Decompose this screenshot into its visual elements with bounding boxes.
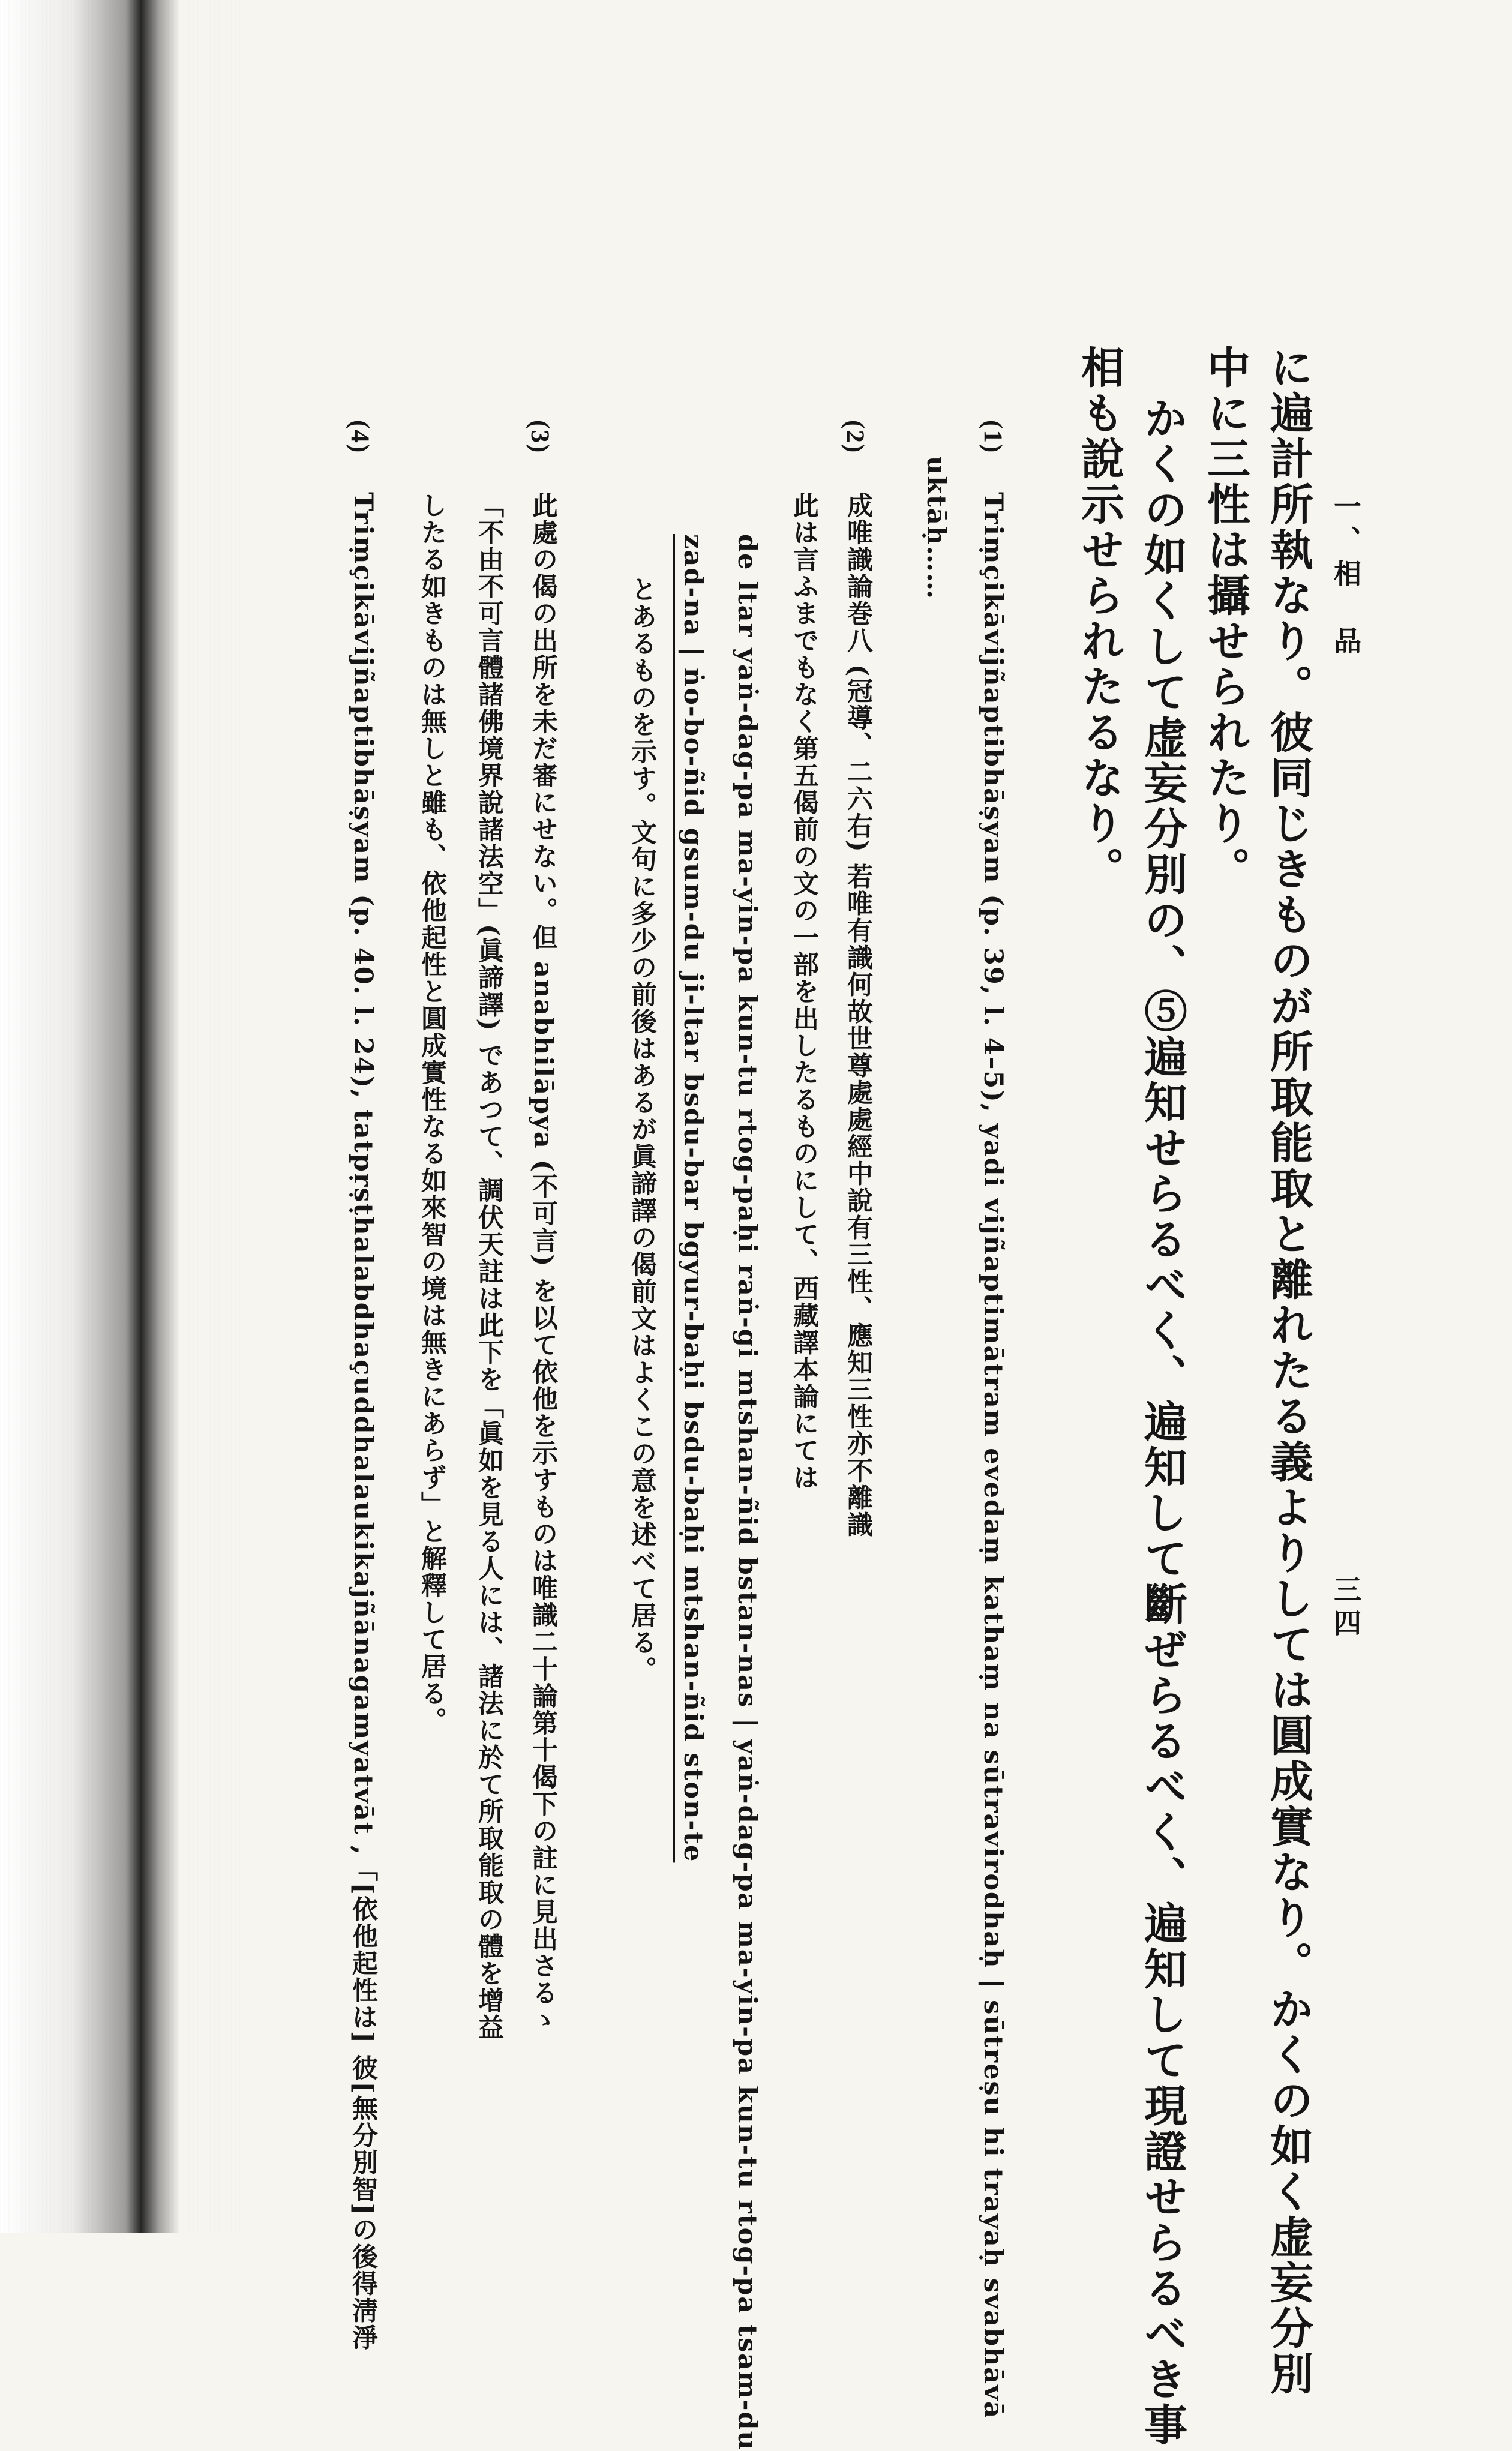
main-text-line-1: に遍計所執なり。彼同じきものが所取能取と離れたる義よりしては圓成實なり。かくの如く虚妄分別 xyxy=(1263,345,1314,2397)
note-3-number: (3) xyxy=(526,420,554,454)
running-header-title: 一、相 品 xyxy=(1330,492,1362,660)
note-2-line-1: 成唯識論巻八 (冠導、二六右) 若唯有識何故世尊處處經中說有三性、應知三性亦不離識 xyxy=(843,492,873,1538)
note-2-line-2: 此は言ふまでもなく第五偈前の文の一部を出したるものにして、西藏譯本論にては xyxy=(789,492,819,1491)
note-2-line-4: zad-na | ṅo-bo-ñid gsum-du ji-ltar bsdu-bar bgyur-baḥi bsdu-baḥi mtshan-ñid ston-te xyxy=(678,534,708,1863)
note-4-line-1: Triṃçikāvijñaptibhāṣyam (p. 40. l. 24), tatpṛṣṭhalabdhaçuddhalaukikajñānagamyatvāt ,「[依他起性は] 彼[無分別智]の後得淸淨 xyxy=(348,492,378,2351)
main-text-line-3: かくの如くして虚妄分別の、⑤遍知せらるべく、遍知して斷ぜらるべく、遍知して現證せらるべき事 xyxy=(1137,396,1188,2448)
note-2-line-5: とあるものを示す。文句に多少の前後はあるが眞諦譯の偈前文はよくこの意を述べて居る。 xyxy=(627,576,657,1683)
note-2-number: (2) xyxy=(841,420,869,454)
note-3-line-2: 「不由不可言體諸佛境界說諸法空」(眞諦譯) であつて、調伏天註は此下を「眞如を見る人には、諸法に於て所取能取の體を增益 xyxy=(474,492,504,2041)
note-1-line-2: uktāḥ…… xyxy=(921,456,951,601)
note-3-line-3: したる如きものは無しと雖も、依他起性と圓成實性なる如來智の境は無きにあらず」と解釋して居る。 xyxy=(417,492,447,1734)
note-3-line-1: 此處の偈の出所を未だ審にせない。但 anabhilāpya (不可言) を以て依他を示すものは唯識二十論第十偈下の註に見出さるゝ xyxy=(528,492,558,2034)
main-text-line-2: 中に三性は攝せられたり。 xyxy=(1200,345,1251,892)
main-text-line-4: 相も說示せられたるなり。 xyxy=(1074,345,1125,892)
note-2-line-3: de ltar yaṅ-dag-pa ma-yin-pa kun-tu rtog-paḥi raṅ-gi mtshan-ñid bstan-nas | yaṅ-dag-pa ma-yin-pa kun-tu rtog-pa tsam-du xyxy=(732,534,762,2451)
note-1-line-1: Triṃçikāvijñaptibhāṣyam (p. 39, l. 4–5), yadi vijñaptimātram evedaṃ kathaṃ na sūtravirodhaḥ | sūtreṣu hi trayaḥ svabhāvā xyxy=(978,492,1008,2419)
note-1-number: (1) xyxy=(979,420,1007,454)
page-number: 三四 xyxy=(1330,1575,1362,1642)
note-4-number: (4) xyxy=(346,420,374,454)
scan-noise xyxy=(0,0,252,2233)
